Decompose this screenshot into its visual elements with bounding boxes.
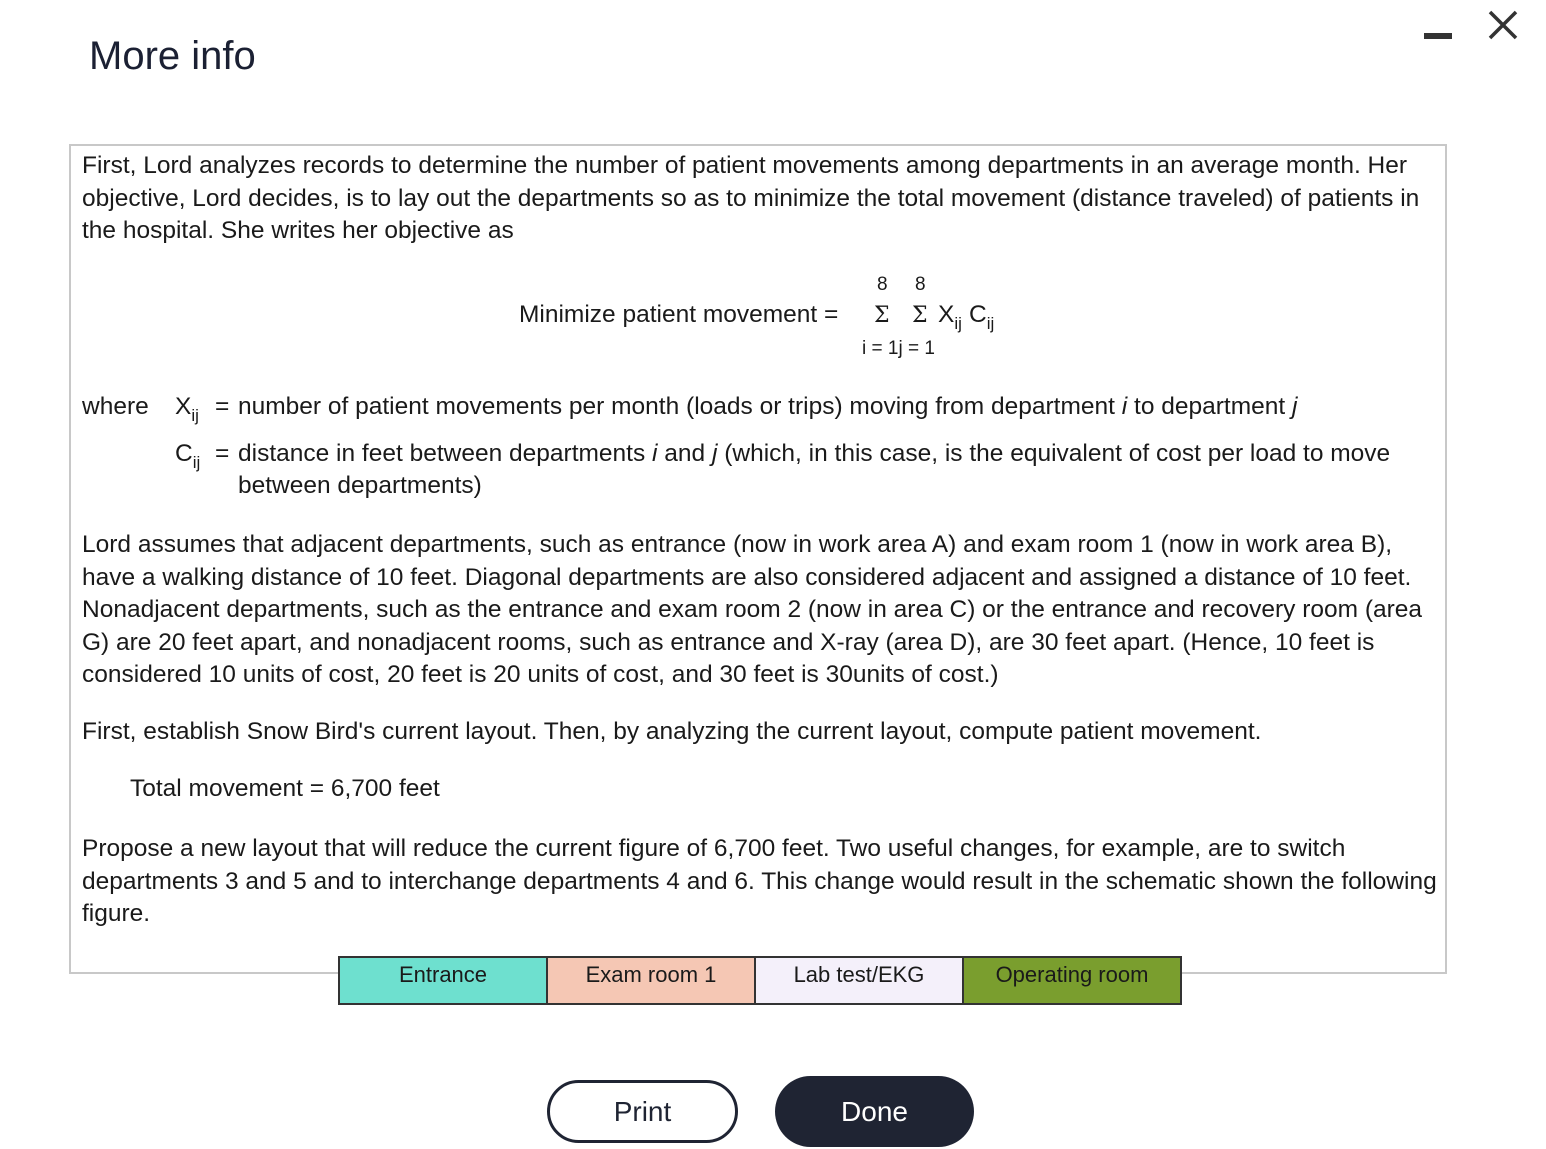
minimize-button[interactable] bbox=[1420, 10, 1456, 50]
where-label: where bbox=[82, 393, 149, 420]
layout-cell-exam-room-1: Exam room 1 bbox=[547, 957, 755, 1004]
print-button[interactable]: Print bbox=[547, 1080, 738, 1143]
sum-lower-limits: i = 1j = 1 bbox=[862, 338, 935, 359]
close-button[interactable] bbox=[1484, 8, 1524, 44]
definition-x-text: number of patient movements per month (loads or trips) moving from department i to department j bbox=[238, 393, 1298, 420]
sum-upper-limit-1: 8 bbox=[877, 274, 888, 295]
dialog-title: More info bbox=[89, 34, 256, 78]
done-button[interactable]: Done bbox=[775, 1076, 974, 1147]
sigma-symbol-2: Σ bbox=[912, 303, 928, 328]
equals-sign: = bbox=[215, 393, 230, 420]
formula-label: Minimize patient movement = bbox=[519, 301, 839, 328]
total-movement: Total movement = 6,700 feet bbox=[130, 775, 440, 802]
formula-c-ij: $C_{ij}$ bbox=[969, 301, 995, 333]
close-icon bbox=[1484, 8, 1524, 44]
new-layout-schematic bbox=[338, 956, 1182, 1005]
definition-c-text: distance in feet between departments i and j (which, in this case, is the equivalent of cost per load to move between departments) bbox=[238, 440, 1391, 499]
minimize-icon bbox=[1424, 33, 1452, 39]
layout-cell-lab-test: Lab test/EKG bbox=[755, 957, 963, 1004]
info-content-scroll-area[interactable] bbox=[69, 144, 1447, 987]
formula-x-ij: $X_{ij}$ bbox=[938, 301, 962, 333]
sigma-symbol-1: Σ bbox=[874, 303, 890, 328]
layout-cell-entrance: Entrance bbox=[339, 957, 547, 1004]
symbol-x-ij: $X_{ij}$ bbox=[175, 393, 199, 425]
sum-upper-limit-2: 8 bbox=[915, 274, 926, 295]
layout-cell-operating-room: Operating room bbox=[963, 957, 1181, 1004]
intro-paragraph: First, Lord analyzes records to determine the number of patient movements among departments in an average month. Her objective, Lord decides, is to lay out the departments so as to minimize the total movement (distance traveled) of patients in the hospital. She writes her objective as bbox=[82, 152, 1420, 244]
equals-sign: = bbox=[215, 440, 230, 467]
assumption-paragraph: Lord assumes that adjacent departments, such as entrance (now in work area A) and exam room 1 (now in work area B), have a walking distance of 10 feet. Diagonal departments are also considered adjacent and assigned a distance of 10 feet. Nonadjacent departments, such as the entrance and exam room 2 (now in area C) or the entrance and recovery room (area G) are 20 feet apart, and nonadjacent rooms, such as entrance and X-ray (area D), are 30 feet apart. (Hence, 10 feet is considered 10 units of cost, 20 feet is 20 units of cost, and 30 feet is 30units of cost.) bbox=[82, 531, 1423, 688]
symbol-c-ij: $C_{ij}$ bbox=[175, 440, 201, 472]
objective-formula bbox=[71, 271, 1449, 366]
establish-paragraph: First, establish Snow Bird's current layout. Then, by analyzing the current layout, compute patient movement. bbox=[82, 718, 1262, 745]
propose-paragraph: Propose a new layout that will reduce the current figure of 6,700 feet. Two useful changes, for example, are to switch departments 3 and 5 and to interchange departments 4 and 6. This change would result in the schematic shown the following figure. bbox=[82, 835, 1437, 927]
